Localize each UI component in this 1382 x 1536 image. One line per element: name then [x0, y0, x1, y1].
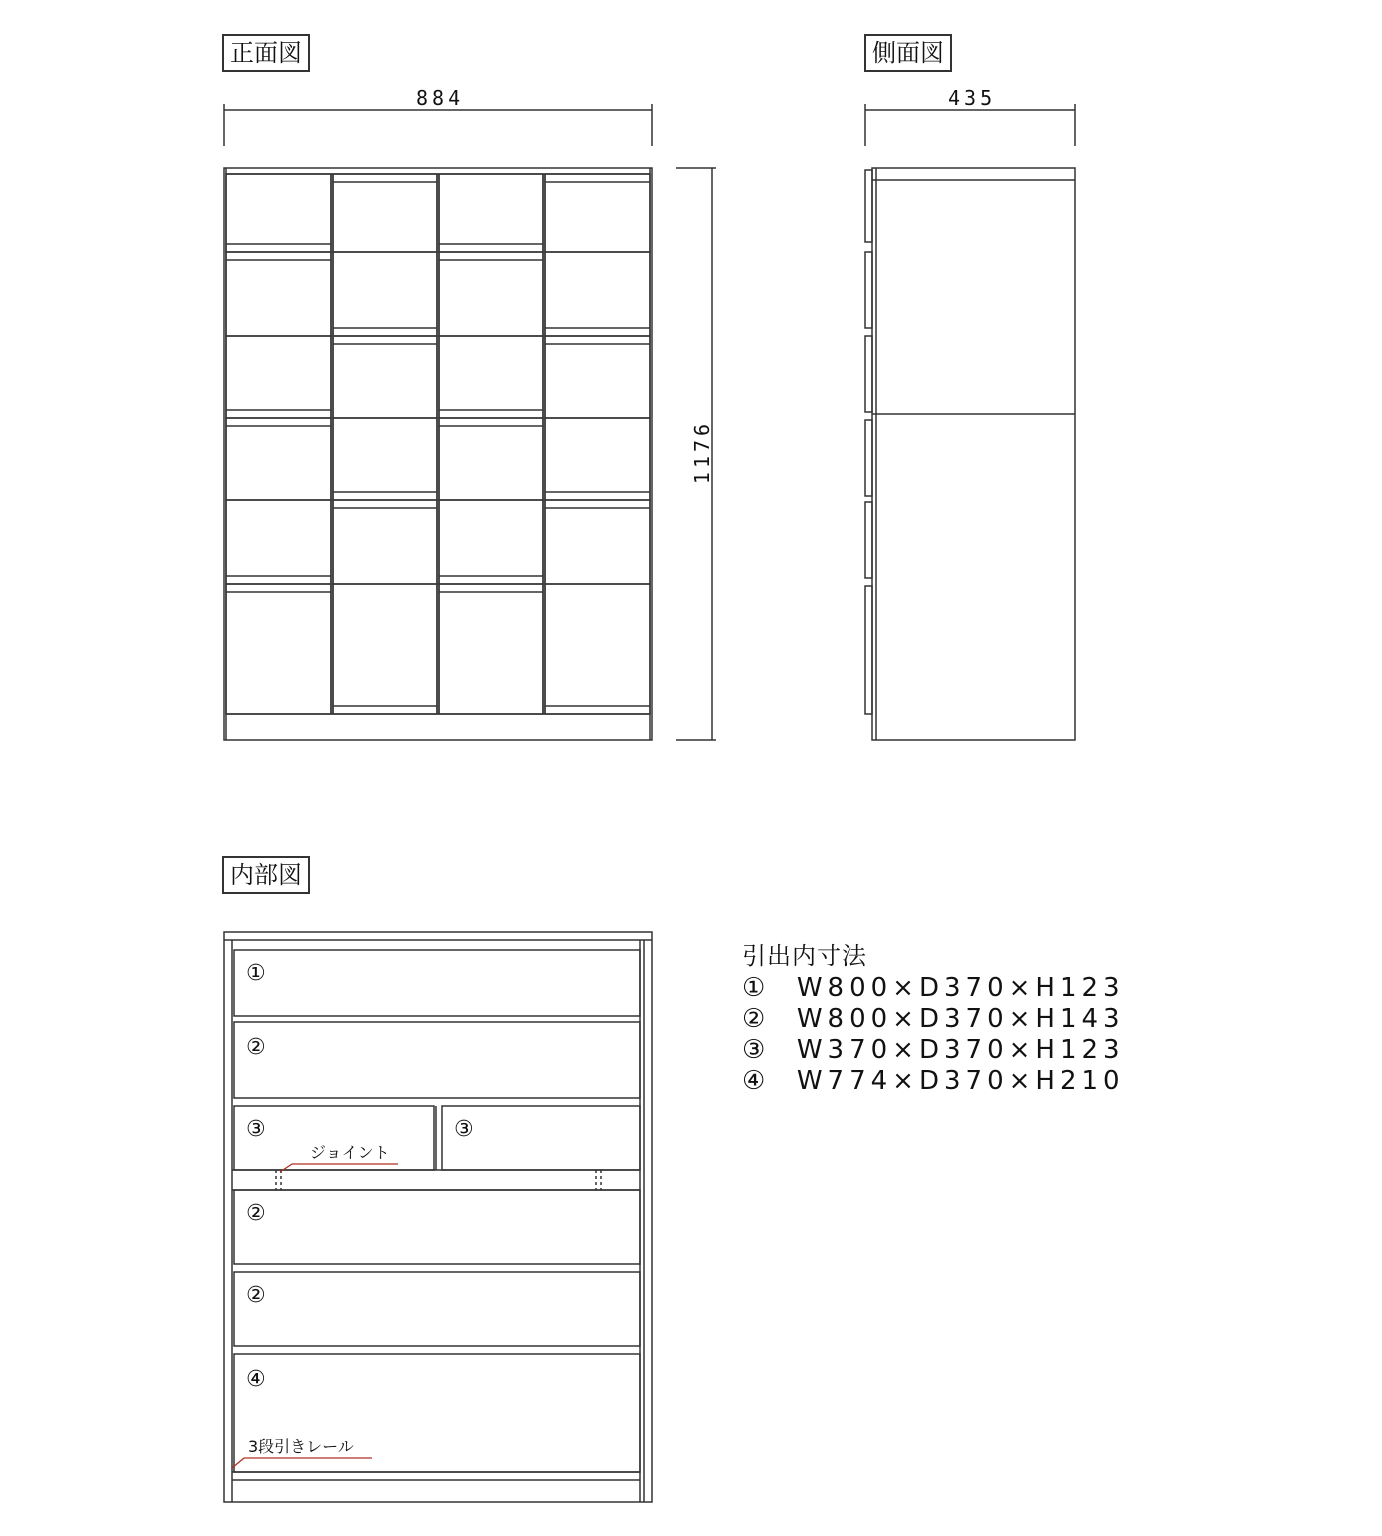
- side-view-drawing: [865, 104, 1075, 740]
- front-drawer-panel: [226, 336, 331, 418]
- drawer-spec-title: 引出内寸法: [742, 942, 867, 970]
- side-depth-dimension: 435: [948, 86, 997, 110]
- front-drawer-panel: [439, 500, 543, 584]
- front-drawer-panel: [439, 336, 543, 418]
- front-drawer-panel: [545, 174, 650, 252]
- front-drawer-panel: [545, 252, 650, 336]
- drawer-spec-number: ③: [742, 1035, 771, 1065]
- interior-view-title: 内部図: [230, 861, 302, 889]
- front-drawer-panel: [333, 174, 437, 252]
- drawer-spec-size: W800×D370×H143: [796, 1004, 1125, 1034]
- drawer-spec-size: W774×D370×H210: [796, 1066, 1125, 1096]
- drawer-spec-size: W800×D370×H123: [796, 973, 1125, 1003]
- front-drawer-panel: [545, 584, 650, 714]
- drawer-spec-rows: [742, 973, 1125, 1097]
- drawer-spec-row: [742, 1066, 1125, 1097]
- interior-label-d1: ①: [246, 961, 266, 986]
- joint-label: ジョイント: [310, 1143, 390, 1162]
- drawer-spec-row: [742, 973, 1125, 1004]
- interior-label-d2c: ②: [246, 1283, 266, 1308]
- interior-label-d3a: ③: [246, 1117, 266, 1142]
- drawer-spec-panel: [742, 936, 1125, 1097]
- front-drawer-panel: [226, 500, 331, 584]
- front-drawer-panel: [439, 418, 543, 500]
- front-drawer-panel: [226, 584, 331, 714]
- interior-label-d3b: ③: [454, 1117, 474, 1142]
- front-drawer-panel: [333, 500, 437, 584]
- front-drawer-panel: [545, 418, 650, 500]
- front-drawer-panel: [439, 252, 543, 336]
- front-drawer-panel: [226, 252, 331, 336]
- front-height-dimension: 1176: [690, 419, 714, 485]
- interior-view-drawing: [224, 932, 652, 1502]
- front-drawer-panel: [545, 500, 650, 584]
- front-drawer-panel: [226, 174, 331, 252]
- front-drawer-panel: [333, 584, 437, 714]
- interior-label-d2a: ②: [246, 1035, 266, 1060]
- drawer-spec-row: [742, 1035, 1125, 1066]
- front-drawer-panel: [226, 418, 331, 500]
- side-view-title: 側面図: [872, 39, 944, 67]
- drawer-spec-number: ①: [742, 973, 771, 1003]
- front-drawer-panel: [439, 584, 543, 714]
- front-drawer-panel: [439, 174, 543, 252]
- front-width-dimension: 884: [416, 86, 465, 110]
- front-drawer-panel: [333, 336, 437, 418]
- drawer-spec-size: W370×D370×H123: [796, 1035, 1125, 1065]
- rail-label: 3段引きレール: [248, 1437, 354, 1456]
- interior-label-d4: ④: [246, 1367, 266, 1392]
- front-panels: [226, 174, 650, 714]
- interior-label-d2b: ②: [246, 1201, 266, 1226]
- front-view-title: 正面図: [230, 39, 302, 67]
- front-drawer-panel: [333, 418, 437, 500]
- drawer-spec-number: ②: [742, 1004, 771, 1034]
- front-view-drawing: [224, 104, 716, 740]
- drawer-spec-number: ④: [742, 1066, 771, 1096]
- front-drawer-panel: [333, 252, 437, 336]
- front-drawer-panel: [545, 336, 650, 418]
- drawer-spec-row: [742, 1004, 1125, 1035]
